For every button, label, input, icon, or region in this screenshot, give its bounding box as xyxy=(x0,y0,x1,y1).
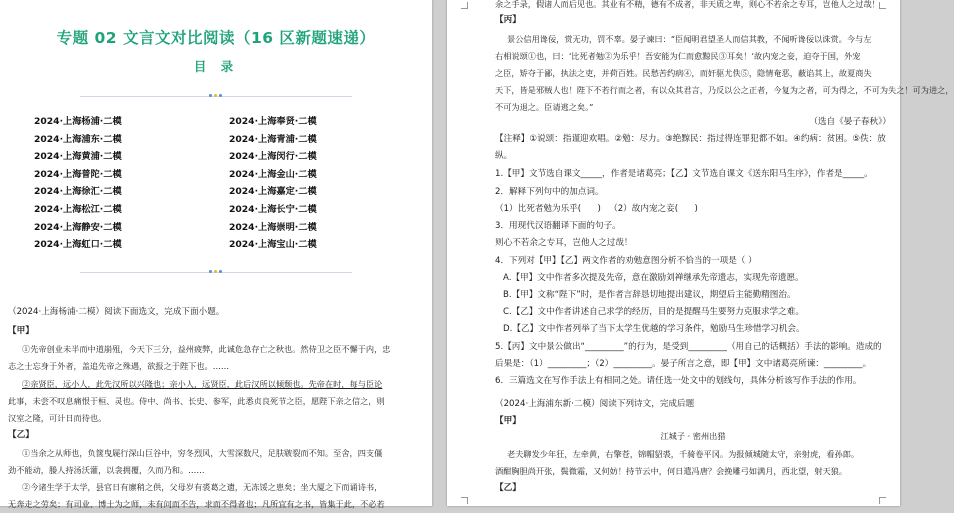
poem-line: 酒酣胸胆尚开张，鬓微霜，又何妨！持节云中，何日遣冯唐？会挽雕弓如满月，西北望，射天狼。 xyxy=(495,466,848,476)
passage-line: 志之士忘身于外者，盖追先帝之殊遇，欲报之于陛下也。…… xyxy=(8,361,230,371)
passage-line: 余之手录，假诸人而后见也。其业有不精，德有不成者，非天质之卑，则心不若余之专耳，岂他人之过哉！ xyxy=(495,0,880,9)
toc-entry[interactable]: 2024·上海金山·二模 xyxy=(229,168,317,180)
toc-entry[interactable]: 2024·上海普陀·二模 xyxy=(34,168,122,180)
passage-line: 之臣，矫夺于鄙，执法之吏，并荷百姓。民愁苦约病④，而奸驱尤佚⑤，隐情奄恶，蔽谄其上，故夏商失 xyxy=(495,68,872,78)
poem-line: 老夫聊发少年狂，左牵黄，右擎苍，锦帽貂裘，千骑卷平冈。为报倾城随太守，亲射虎，看孙郎。 xyxy=(507,449,860,459)
passage-line: 此事，未尝不叹息痛恨于桓、灵也。侍中、尚书、长史、参军，此悉贞良死节之臣，愿陛下亲之信之，则 xyxy=(8,396,385,406)
divider-bottom xyxy=(80,272,352,273)
passage-line: ②今诸生学于太学，县官日有廪稍之供，父母岁有裘葛之遗，无冻馁之患矣；坐大厦之下而诵诗书， xyxy=(22,482,383,492)
underlined-sentence: ②亲贤臣，远小人，此先汉所以兴隆也；亲小人，远贤臣，此后汉所以倾颓也。先帝在时，每与臣论 xyxy=(22,379,383,389)
passage-source: （选自《晏子春秋》） xyxy=(809,117,891,127)
toc-entry[interactable]: 2024·上海徐汇·二模 xyxy=(34,186,122,198)
question-1: 1.【甲】文节选自课文_____，作者是诸葛亮；【乙】文节选自课文《送东阳马生序》，作者是_____。 xyxy=(495,169,873,179)
question-2-items: （1）比死者勉为乐乎( ) （2）故内宠之妾( ) xyxy=(495,204,698,214)
toc-entry[interactable]: 2024·上海杨浦·二模 xyxy=(34,116,122,127)
divider-dots xyxy=(208,270,224,275)
toc-column-right xyxy=(229,113,317,254)
toc-heading: 目 录 xyxy=(193,59,239,74)
passage-line: 不可为退之。臣请逃之矣。” xyxy=(495,102,594,112)
crop-mark xyxy=(879,497,886,504)
crop-mark xyxy=(461,497,468,504)
document-page-right xyxy=(447,0,954,506)
question-5: 5.【丙】文中景公做出“_________”的行为，是受到_________（用自己的话概括）手法的影响。造成的 xyxy=(495,342,882,352)
passage-line: ①当余之从师也，负箧曳屣行深山巨谷中，穷冬烈风，大雪深数尺，足肤皲裂而不知。至舍，四支僵 xyxy=(22,448,383,458)
section-label-yi: 【乙】 xyxy=(495,483,521,493)
toc-entry[interactable]: 2024·上海闵行·二模 xyxy=(229,151,317,163)
question-intro: （2024·上海杨浦·二模）阅读下面选文，完成下面小题。 xyxy=(8,307,225,317)
question-4-option-c[interactable]: C.【乙】文中作者讲述自己求学的经历，目的是提醒马生要努力克服求学之难。 xyxy=(503,307,804,317)
question-4: 4．下列对【甲】【乙】两文作者的劝勉意图分析不恰当的一项是（ ） xyxy=(495,256,757,266)
passage-line xyxy=(22,376,426,393)
question-4-option-d[interactable]: D.【乙】文中作者列举了当下太学生优越的学习条件，勉励马生珍惜学习机会。 xyxy=(503,324,805,334)
divider-dots xyxy=(208,94,224,99)
passage-line: ①先帝创业未半而中道崩殂，今天下三分，益州疲弊，此诚危急存亡之秋也。然侍卫之臣不懈于内，忠 xyxy=(22,344,391,354)
toc-entry[interactable]: 2024·上海静安·二模 xyxy=(34,221,122,233)
toc-entry[interactable]: 2024·上海嘉定·二模 xyxy=(229,186,317,198)
toc-entry[interactable]: 2024·上海虹口·二模 xyxy=(34,239,122,251)
toc-entry[interactable]: 2024·上海青浦·二模 xyxy=(229,133,317,145)
crop-mark xyxy=(461,2,468,9)
question-4-option-b[interactable]: B.【甲】文称“陛下”时，是作者言辞恳切地提出建议，期望后主能勤精图治。 xyxy=(503,290,796,300)
passage-line: 景公信用谗佞，赏无功，罚不辜。晏子谏曰：“臣闻明君望圣人而信其教，不闻听谗佞以诛赏。今与左 xyxy=(507,34,872,44)
section-label-yi: 【乙】 xyxy=(8,430,34,440)
question-intro: （2024·上海浦东新·二模）阅读下列诗文，完成后题 xyxy=(495,399,695,409)
section-label-jia: 【甲】 xyxy=(8,326,34,336)
annotation-line: 纵。 xyxy=(495,151,513,161)
question-3-sentence: 则心不若余之专耳，岂他人之过哉！ xyxy=(495,238,633,248)
document-title: 专题 02 文言文对比阅读（16 区新题速递） xyxy=(56,29,376,47)
toc-entry[interactable]: 2024·上海松江·二模 xyxy=(34,203,122,215)
poem-title: 江城子 · 密州出猎 xyxy=(660,431,726,441)
passage-line: 右相说颂①也，曰：‘比死者勉②为乐乎！吾安能为仁而愈黥民③耳矣！’故内宠之妾，迫夺于国，外宠 xyxy=(495,51,861,61)
passage-line: 汉室之隆，可计日而待也。 xyxy=(8,413,107,423)
annotation-line: 【注释】①说颂：指谨迎欢唱。②勉：尽力。③绝黥民：指过得连罪犯都不如。④约病：贫困。⑤佚：放 xyxy=(495,134,886,144)
question-3: 3．用现代汉语翻译下面的句子。 xyxy=(495,221,621,231)
toc-entry[interactable]: 2024·上海宝山·二模 xyxy=(229,239,317,251)
toc-entry[interactable]: 2024·上海崇明·二模 xyxy=(229,221,317,233)
toc-entry[interactable]: 2024·上海浦东·二模 xyxy=(34,133,122,145)
toc-entry[interactable]: 2024·上海长宁·二模 xyxy=(229,203,317,215)
section-label-bing: 【丙】 xyxy=(495,15,521,25)
question-6: 6．三篇选文在写作手法上有相同之处。请任选一处文中的划线句，具体分析该写作手法的作用。 xyxy=(495,376,862,386)
passage-line: 无奔走之劳矣；有司业、博士为之师，未有问而不告，求而不得者也；凡所宜有之书，皆集于此，不必若 xyxy=(8,499,385,509)
divider-top xyxy=(80,96,352,97)
question-4-option-a[interactable]: A.【甲】文中作者多次提及先帝，意在激励刘禅继承先帝遗志，实现先帝遗愿。 xyxy=(503,273,804,283)
section-label-jia: 【甲】 xyxy=(495,416,521,426)
passage-line: 劲不能动，媵人持汤沃灌，以衾拥覆，久而乃和。…… xyxy=(8,465,205,475)
toc-column-left xyxy=(34,113,122,254)
toc-entry[interactable]: 2024·上海黄浦·二模 xyxy=(34,151,122,163)
document-page-left xyxy=(0,0,432,509)
passage-line: 天下，皆是邪贼人也！陛下不若行而之者，有以众其君言，乃反以公之正者，今复为之者，可为得之，不可为失之！可为进之， xyxy=(495,85,954,95)
question-5-cont: 后果是：（1）_________；（2）_________。晏子所言之意，即【甲】文中诸葛亮所谏：_________。 xyxy=(495,359,872,369)
toc-entry[interactable]: 2024·上海奉贤·二模 xyxy=(229,116,317,127)
question-2: 2．解释下列句中的加点词。 xyxy=(495,187,604,197)
